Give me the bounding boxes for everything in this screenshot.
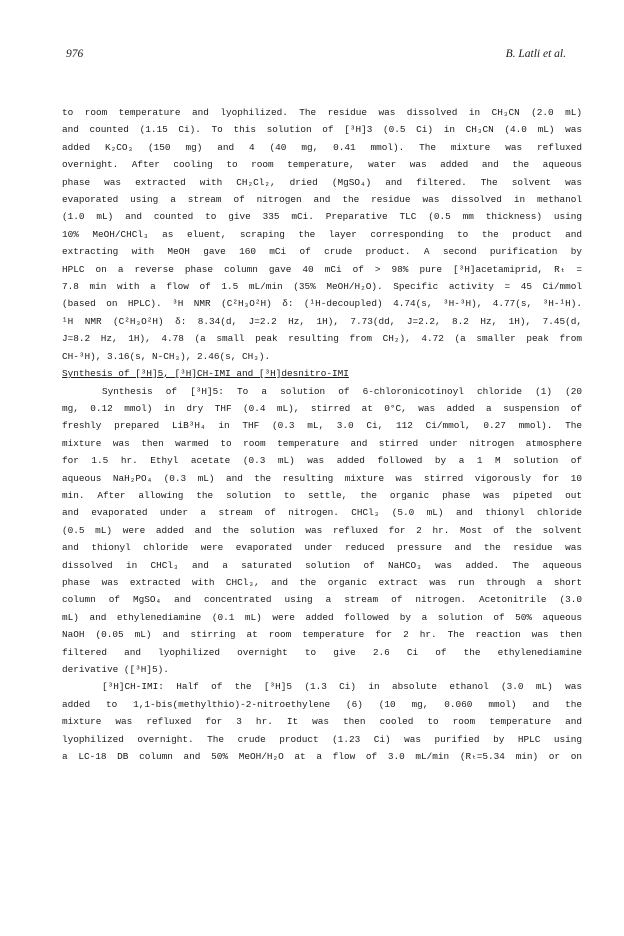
text-line: (based on HPLC). ³H NMR (C²H₃O²H) δ: (¹H-decoupled) 4.74(s, ³H-³H), 4.77(s, ³H-¹H). — [62, 298, 582, 310]
text-line: filtered and lyophilized overnight to give 2.6 Ci of the ethylenediamine — [62, 646, 582, 658]
text-line: mixture was then warmed to room temperature and stirred under nitrogen atmosphere — [62, 437, 582, 449]
text-line: HPLC on a reverse phase column gave 40 mCi of > 98% pure [³H]acetamiprid, Rₜ = — [62, 263, 582, 275]
text-line: lyophilized overnight. The crude product (1.23 Ci) was purified by HPLC using — [62, 733, 582, 745]
text-line: (1.0 mL) and counted to give 335 mCi. Preparative TLC (0.5 mm thickness) using — [62, 211, 582, 223]
text-line: [³H]CH-IMI: Half of the [³H]5 (1.3 Ci) in absolute ethanol (3.0 mL) was — [102, 681, 582, 693]
text-line: min. After allowing the solution to settle, the organic phase was pipeted out — [62, 489, 582, 501]
text-line: evaporated using a stream of nitrogen and the residue was dissolved in methanol — [62, 194, 582, 206]
text-line: added to 1,1-bis(methylthio)-2-nitroethylene (6) (10 mg, 0.060 mmol) and the — [62, 698, 582, 710]
text-line: extracting with MeOH gave 160 mCi of crude product. A second purification by — [62, 246, 582, 258]
text-line: and counted (1.15 Ci). To this solution of [³H]3 (0.5 Ci) in CH₃CN (4.0 mL) was — [62, 124, 582, 136]
running-head-authors: B. Latli et al. — [505, 48, 566, 60]
text-line: Synthesis of [³H]5: To a solution of 6-chloronicotinoyl chloride (1) (20 — [102, 385, 582, 397]
text-line: 10% MeOH/CHCl₃ as eluent, scraping the layer corresponding to the product and — [62, 228, 582, 240]
text-line: ¹H NMR (C²H₃O²H) δ: 8.34(d, J=2.2 Hz, 1H), 7.73(dd, J=2.2, 8.2 Hz, 1H), 7.45(d, — [62, 315, 582, 327]
text-line: phase was extracted with CH₂Cl₂, dried (MgSO₄) and filtered. The solvent was — [62, 176, 582, 188]
section-heading: Synthesis of [³H]5, [³H]CH-IMI and [³H]desnitro-IMI — [62, 368, 349, 380]
text-line: and thionyl chloride were evaporated under reduced pressure and the residue was — [62, 542, 582, 554]
text-line: dissolved in CHCl₃ and a saturated solution of NaHCO₃ was added. The aqueous — [62, 559, 582, 571]
text-line: column of MgSO₄ and concentrated using a stream of nitrogen. Acetonitrile (3.0 — [62, 594, 582, 606]
text-line: mixture was refluxed for 3 hr. It was then cooled to room temperature and — [62, 716, 582, 728]
paper-body — [62, 104, 582, 765]
text-line: and evaporated under a stream of nitrogen. CHCl₃ (5.0 mL) and thionyl chloride — [62, 507, 582, 519]
text-line: aqueous NaH₂PO₄ (0.3 mL) and the resulting mixture was stirred vigorously for 10 — [62, 472, 582, 484]
text-line: phase was extracted with CHCl₃, and the organic extract was run through a short — [62, 576, 582, 588]
text-line: to room temperature and lyophilized. The residue was dissolved in CH₃CN (2.0 mL) — [62, 107, 582, 118]
text-line: freshly prepared LiB³H₄ in THF (0.3 mL, 3.0 Ci, 112 Ci/mmol, 0.27 mmol). The — [62, 420, 582, 432]
text-line: for 1.5 hr. Ethyl acetate (0.3 mL) was added followed by a 1 M solution of — [62, 455, 582, 467]
text-line: 7.8 min with a flow of 1.5 mL/min (35% MeOH/H₂O). Specific activity = 45 Ci/mmol — [62, 281, 582, 293]
text-line: (0.5 mL) were added and the solution was refluxed for 2 hr. Most of the solvent — [62, 524, 582, 536]
text-line: CH-³H), 3.16(s, N-CH₃), 2.46(s, CH₃). — [62, 350, 271, 362]
text-line: added K₂CO₃ (150 mg) and 4 (40 mg, 0.41 mmol). The mixture was refluxed — [62, 141, 582, 153]
page-number: 976 — [66, 48, 84, 60]
text-line: derivative ([³H]5). — [62, 664, 169, 675]
text-line: mg, 0.12 mmol) in dry THF (0.4 mL), stirred at 0°C, was added a suspension of — [62, 402, 582, 414]
text-line: J=8.2 Hz, 1H), 4.78 (a small peak resulting from CH₂), 4.72 (a smaller peak from — [62, 333, 582, 345]
text-line: NaOH (0.05 mL) and stirring at room temperature for 2 hr. The reaction was then — [62, 629, 582, 641]
text-line: overnight. After cooling to room temperature, water was added and the aqueous — [62, 159, 582, 171]
text-line: mL) and ethylenediamine (0.1 mL) were added followed by a solution of 50% aqueous — [62, 611, 582, 623]
text-line: a LC-18 DB column and 50% MeOH/H₂O at a flow of 3.0 mL/min (Rₜ=5.34 min) or on — [62, 751, 582, 763]
